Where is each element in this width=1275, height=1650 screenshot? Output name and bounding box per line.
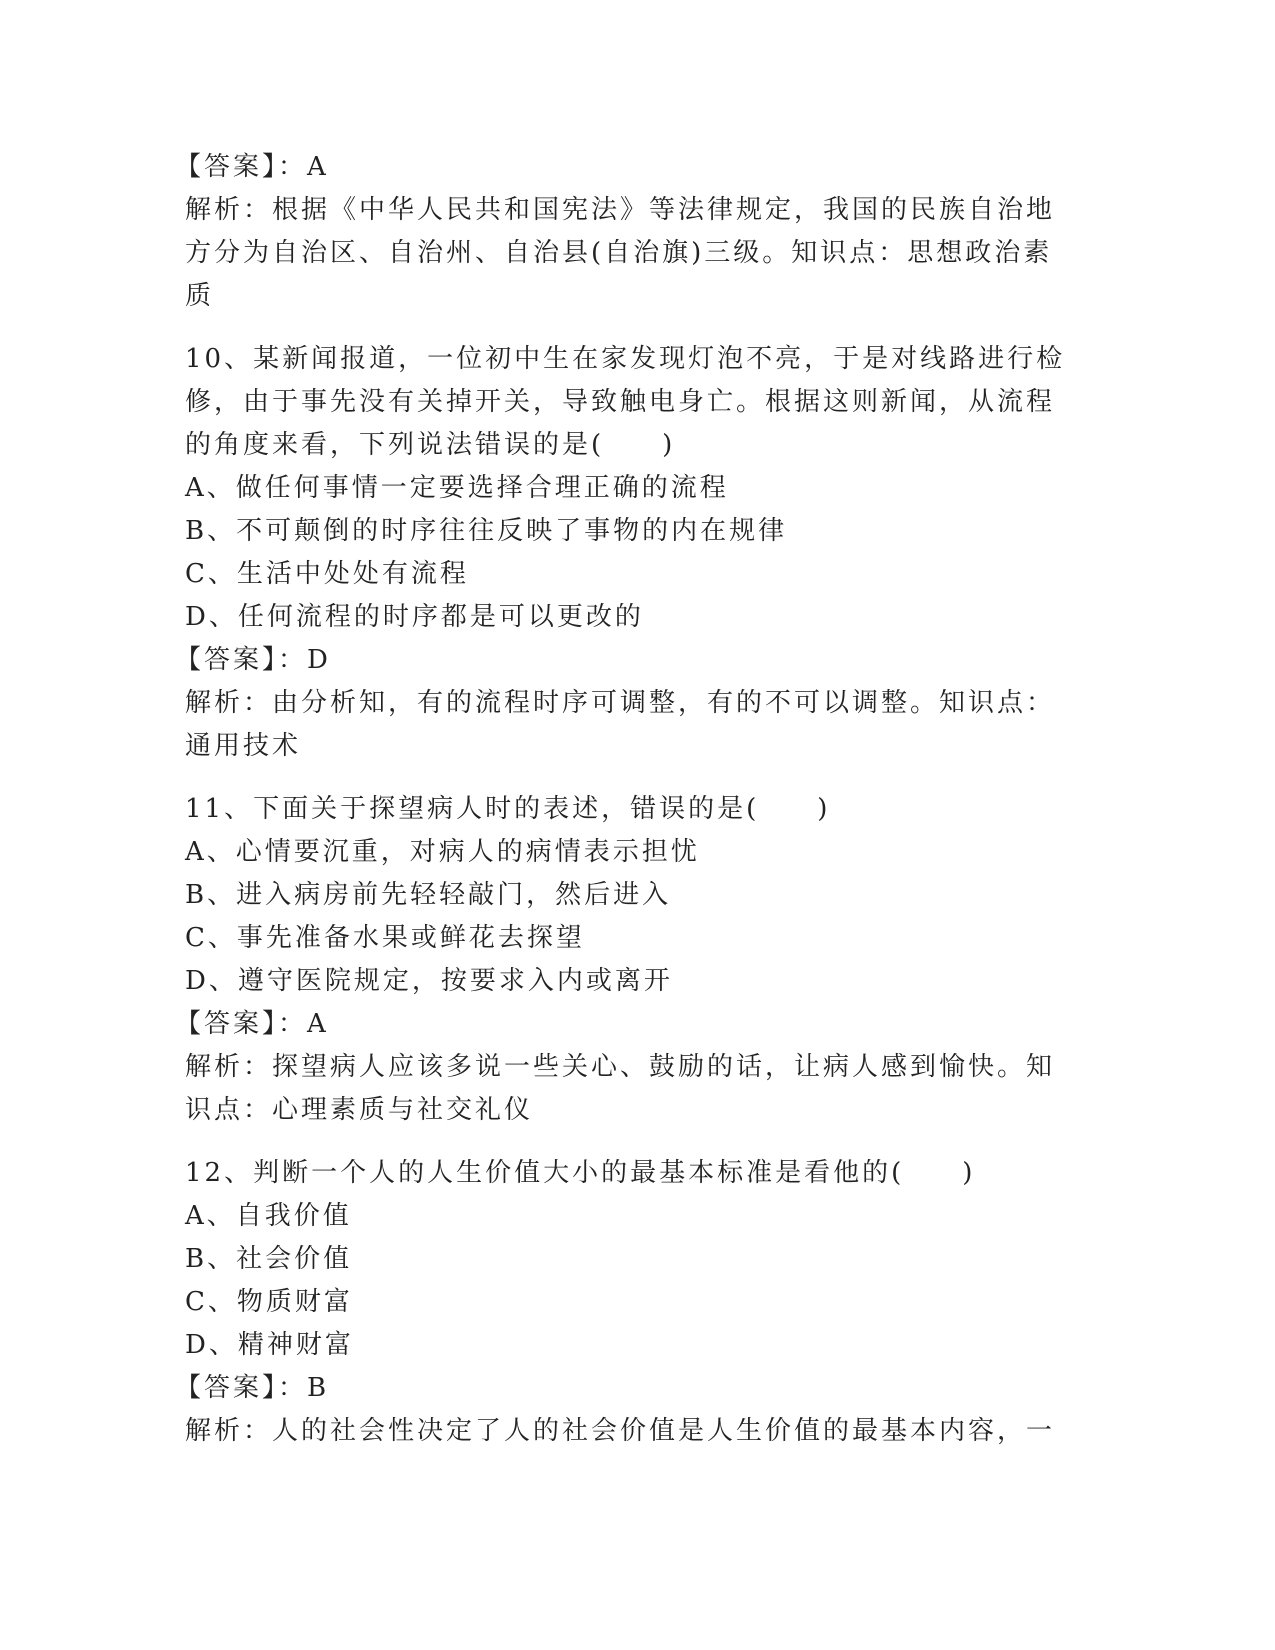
document-page <box>175 146 1066 1453</box>
analysis-line: 质 <box>185 281 215 311</box>
answer-line: 【答案】：A <box>175 1009 329 1039</box>
question-10-block <box>175 338 1066 768</box>
answer-line: 【答案】：A <box>175 152 329 182</box>
answer-line: 【答案】：B <box>175 1373 330 1403</box>
analysis-line: 解析：探望病人应该多说一些关心、鼓励的话，让病人感到愉快。知 <box>185 1052 1056 1082</box>
question-stem-line: 11、下面关于探望病人时的表述，错误的是( ) <box>185 794 831 824</box>
question-stem-line: 修，由于事先没有关掉开关，导致触电身亡。根据这则新闻，从流程 <box>185 387 1056 417</box>
option-b: B、社会价值 <box>185 1244 353 1274</box>
analysis-line: 方分为自治区、自治州、自治县(自治旗)三级。知识点：思想政治素 <box>185 238 1053 268</box>
option-d: D、精神财富 <box>185 1330 354 1360</box>
option-d: D、任何流程的时序都是可以更改的 <box>185 602 644 632</box>
option-a: A、自我价值 <box>185 1201 352 1231</box>
answer-line: 【答案】：D <box>175 645 331 675</box>
option-c: C、生活中处处有流程 <box>185 559 469 589</box>
prev-question-block <box>175 146 1065 318</box>
option-d: D、遵守医院规定，按要求入内或离开 <box>185 966 673 996</box>
option-b: B、进入病房前先轻轻敲门，然后进入 <box>185 880 672 910</box>
analysis-line: 识点：心理素质与社交礼仪 <box>185 1095 534 1125</box>
analysis-line: 通用技术 <box>185 731 302 761</box>
analysis-line: 解析：人的社会性决定了人的社会价值是人生价值的最基本内容，一 <box>185 1416 1056 1446</box>
option-a: A、心情要沉重，对病人的病情表示担忧 <box>185 837 700 867</box>
option-c: C、物质财富 <box>185 1287 353 1317</box>
analysis-line: 解析：根据《中华人民共和国宪法》等法律规定，我国的民族自治地 <box>185 195 1056 225</box>
question-11-block <box>175 788 1065 1132</box>
analysis-line: 解析：由分析知，有的流程时序可调整，有的不可以调整。知识点： <box>185 688 1056 718</box>
question-stem-line: 的角度来看，下列说法错误的是( ) <box>185 430 676 460</box>
option-c: C、事先准备水果或鲜花去探望 <box>185 923 585 953</box>
question-12-block <box>175 1152 1065 1453</box>
option-b: B、不可颠倒的时序往往反映了事物的内在规律 <box>185 516 788 546</box>
question-stem-line: 12、判断一个人的人生价值大小的最基本标准是看他的( ) <box>185 1158 976 1188</box>
question-stem-line: 10、某新闻报道，一位初中生在家发现灯泡不亮，于是对线路进行检 <box>185 344 1066 374</box>
option-a: A、做任何事情一定要选择合理正确的流程 <box>185 473 729 503</box>
